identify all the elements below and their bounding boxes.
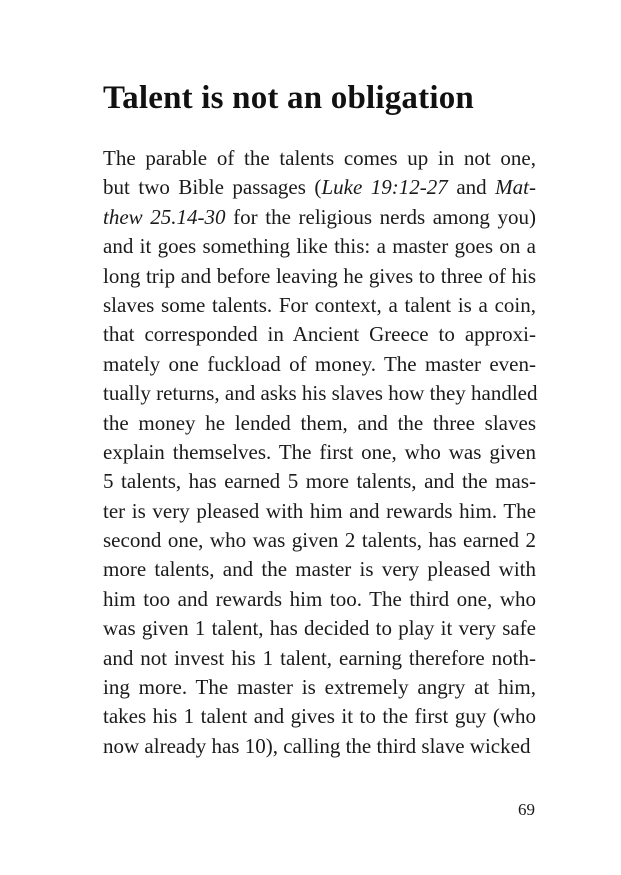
chapter-heading: Talent is not an obligation	[103, 80, 474, 116]
text-line: 5 talents, has earned 5 more talents, and the mas-	[103, 469, 536, 494]
text-line: now already has 10), calling the third slave wicked	[103, 733, 531, 758]
body-paragraph	[103, 144, 536, 761]
text-line: the money he lended them, and the three slaves	[103, 410, 536, 435]
text-line: and it goes something like this: a master goes on a	[103, 234, 536, 259]
text-line: second one, who was given 2 talents, has earned 2	[103, 528, 536, 553]
text-line: mately one fuckload of money. The master even-	[103, 351, 536, 376]
text-line: The parable of the talents comes up in not one,	[103, 146, 536, 170]
text-line: but two Bible passages (Luke 19:12-27 and Mat-	[103, 175, 536, 200]
text-line: tually returns, and asks his slaves how they handled	[103, 381, 538, 406]
text-line: explain themselves. The first one, who was given	[103, 439, 536, 464]
italic-reference: Luke 19:12-27	[321, 175, 448, 200]
text-line: slaves some talents. For context, a talent is a coin,	[103, 292, 536, 317]
italic-reference: Mat-	[495, 175, 536, 200]
text-line: thew 25.14-30 for the religious nerds among you)	[103, 204, 536, 229]
text-line: and not invest his 1 talent, earning therefore noth-	[103, 645, 536, 670]
text-line: long trip and before leaving he gives to three of his	[103, 263, 536, 288]
page-number: 69	[518, 800, 535, 819]
text-line: ing more. The master is extremely angry at him,	[103, 675, 536, 700]
text-line: was given 1 talent, has decided to play it very safe	[103, 616, 536, 641]
text-line: more talents, and the master is very pleased with	[103, 557, 536, 582]
text-line: ter is very pleased with him and rewards him. The	[103, 498, 536, 523]
italic-reference: thew 25.14-30	[103, 204, 226, 229]
text-line: that corresponded in Ancient Greece to approxi-	[103, 322, 536, 347]
text-line: takes his 1 talent and gives it to the first guy (who	[103, 704, 536, 729]
text-line: him too and rewards him too. The third one, who	[103, 586, 536, 611]
